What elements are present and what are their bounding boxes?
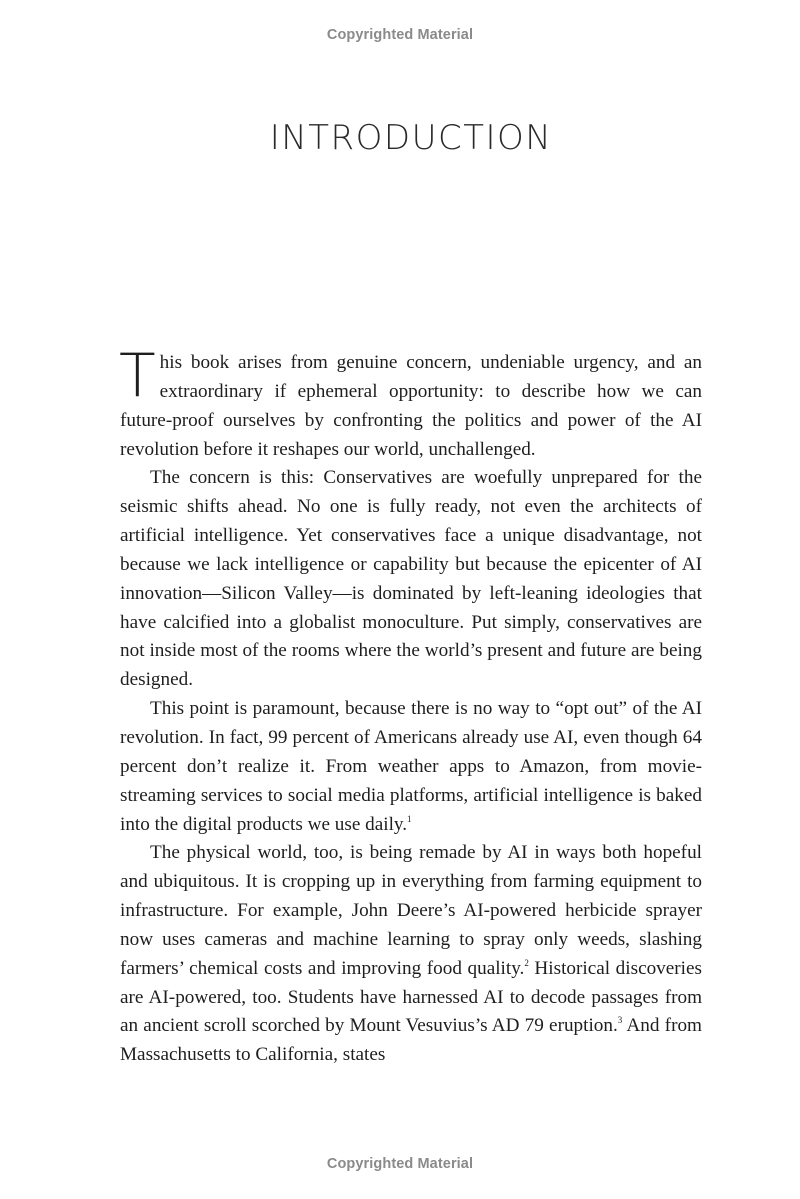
chapter-title: INTRODUCTION xyxy=(269,118,553,158)
paragraph-1-text: his book arises from genuine concern, undeniable urgency, and an extraordinary if ephemeral opportunity: to describe how we can future-proof ourselves by confronting the politics and power of the AI revolution before it reshapes our world, unchallenged. xyxy=(120,352,702,460)
drop-cap: T xyxy=(119,341,156,411)
footnote-ref-2[interactable]: 2 xyxy=(524,957,529,968)
paragraph-4-text-c: And from Massachusetts to California, states xyxy=(120,1015,702,1066)
paragraph-3 xyxy=(120,695,702,839)
footnote-ref-1[interactable]: 1 xyxy=(407,813,412,824)
paragraph-2: The concern is this: Conservatives are woefully unprepared for the seismic shifts ahead. No one is fully ready, not even the architects of artificial intelligence. Yet conservatives face a unique disadvantage, not because we lack intelligence or capability but because the epicenter of AI innovation—Silicon Valley—is dominated by left-leaning ideologies that have calcified into a globalist monoculture. Put simply, conservatives are not inside most of the rooms where the world’s present and future are being designed. xyxy=(120,467,702,691)
paragraph-4-text-a: The physical world, too, is being remade by AI in ways both hopeful and ubiquitous. It is cropping up in everything from farming equipment to infrastructure. For example, John Deere’s AI-powered herbicide sprayer now uses cameras and machine learning to spray only weeds, slashing farmers’ chemical costs and improving food quality. xyxy=(120,842,702,979)
copyright-watermark-top: Copyrighted Material xyxy=(326,27,474,43)
paragraph-4-text-b: Historical discoveries are AI-powered, too. Students have harnessed AI to decode passages from an ancient scroll scorched by Mount Vesuvius’s AD 79 eruption. xyxy=(120,957,702,1037)
copyright-watermark-bottom: Copyrighted Material xyxy=(326,1156,474,1172)
paragraph-1 xyxy=(119,341,702,464)
body-text xyxy=(119,341,702,1070)
paragraph-3-text: This point is paramount, because there is no way to “opt out” of the AI revolution. In fact, 99 percent of Americans already use AI, even though 64 percent don’t realize it. From weather apps to Amazon, from movie-streaming services to social media platforms, artificial intelligence is baked into the digital products we use daily. xyxy=(120,698,702,835)
paragraph-4 xyxy=(120,839,702,1070)
footnote-ref-3[interactable]: 3 xyxy=(617,1015,623,1026)
